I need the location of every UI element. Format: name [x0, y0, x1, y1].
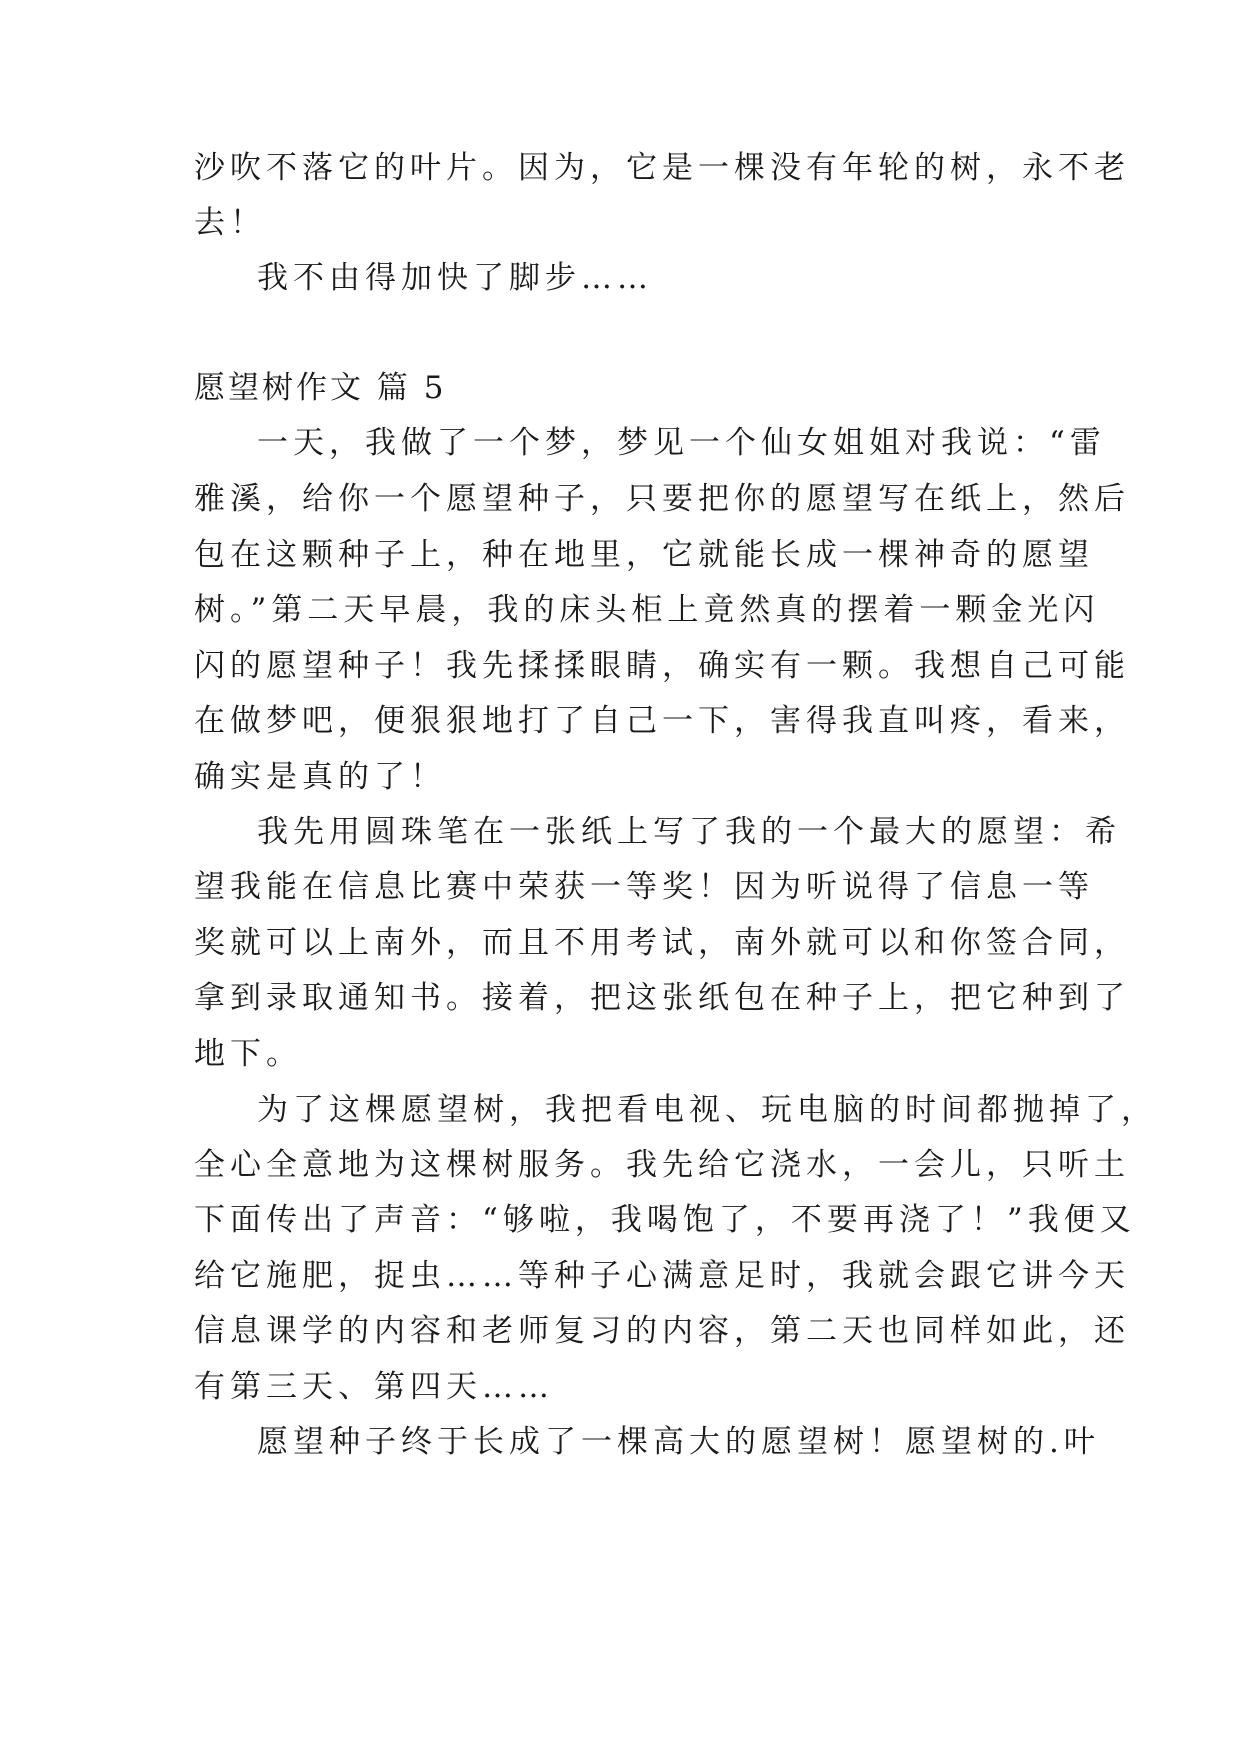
text-line: 给它施肥，捉虫……等种子心满意足时，我就会跟它讲今天 — [194, 1258, 1130, 1294]
text-line: 包在这颗种子上，种在地里，它就能长成一棵神奇的愿望 — [194, 537, 1094, 573]
text-line: 树。”第二天早晨，我的床头柜上竟然真的摆着一颗金光闪 — [194, 592, 1100, 628]
text-line: 为了这棵愿望树，我把看电视、玩电脑的时间都抛掉了， — [257, 1092, 1157, 1128]
text-line: 地下。 — [194, 1036, 302, 1072]
text-line: 我先用圆珠笔在一张纸上写了我的一个最大的愿望：希 — [257, 814, 1121, 850]
text-line: 拿到录取通知书。接着，把这张纸包在种子上，把它种到了 — [194, 980, 1130, 1016]
text-line: 闪的愿望种子！我先揉揉眼睛，确实有一颗。我想自己可能 — [194, 648, 1130, 684]
text-line: 望我能在信息比赛中荣获一等奖！因为听说得了信息一等 — [194, 869, 1094, 905]
text-line: 愿望种子终于长成了一棵高大的愿望树！愿望树的.叶 — [257, 1424, 1100, 1460]
section-heading: 愿望树作文 篇 5 — [194, 370, 447, 406]
text-line: 确实是真的了！ — [194, 759, 446, 795]
text-line: 去！ — [194, 205, 266, 241]
text-line: 在做梦吧，便狠狠地打了自己一下，害得我直叫疼，看来， — [194, 703, 1130, 739]
text-line: 一天，我做了一个梦，梦见一个仙女姐姐对我说：“雷 — [257, 425, 1106, 461]
text-line: 奖就可以上南外，而且不用考试，南外就可以和你签合同， — [194, 925, 1130, 961]
text-line: 信息课学的内容和老师复习的内容，第二天也同样如此，还 — [194, 1313, 1130, 1349]
text-line: 下面传出了声音：“够啦，我喝饱了，不要再浇了！”我便又 — [194, 1202, 1136, 1238]
text-line: 我不由得加快了脚步…… — [257, 260, 653, 296]
text-line: 有第三天、第四天…… — [194, 1369, 554, 1405]
text-line: 全心全意地为这棵树服务。我先给它浇水，一会儿，只听土 — [194, 1147, 1130, 1183]
text-line: 沙吹不落它的叶片。因为，它是一棵没有年轮的树，永不老 — [194, 150, 1130, 186]
text-line: 雅溪，给你一个愿望种子，只要把你的愿望写在纸上，然后 — [194, 481, 1130, 517]
